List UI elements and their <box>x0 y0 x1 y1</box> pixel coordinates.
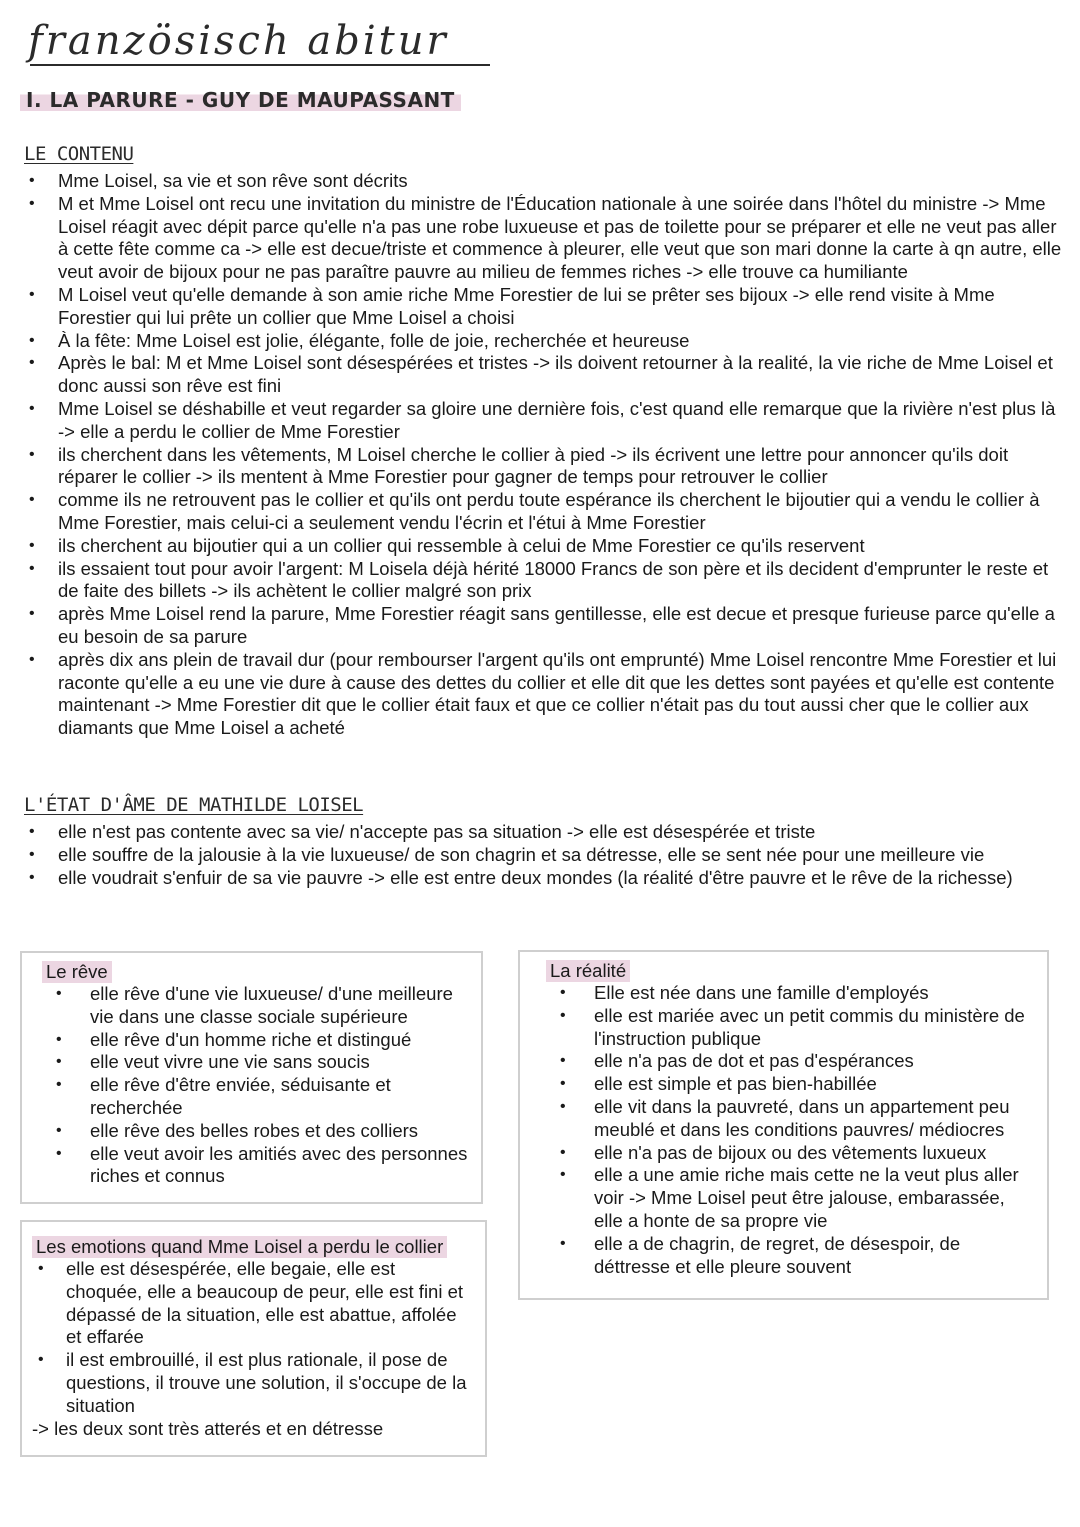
emotions-conclusion: -> les deux sont très atterés et en détresse <box>32 1417 384 1439</box>
list-item: • M et Mme Loisel ont recu une invitation du ministre de l'Éducation nationale à une soirée dans l'hôtel du ministre -> Mme Loisel réagit avec dépit parce qu'elle n'a pas une robe luxueuse et pas de toilette pour se préparer et elle ne veut pas aller à cette fête comme ca -> elle est decue/triste et commence à pleurer, elle veut que son mari donne la carte à qn autre, elle veut avoir de bijoux pour ne pas paraître pauvre au milieu de femmes riches -> elle trouve ca humiliante <box>24 193 1064 284</box>
list-item: • elle veut vivre une vie sans soucis <box>42 1051 471 1074</box>
list-item: • Après le bal: M et Mme Loisel sont désespérées et tristes -> ils doivent retourner à la realité, la vie riche de Mme Loisel et donc aussi son rêve est fini <box>24 352 1064 398</box>
list-item: • Elle est née dans une famille d'employés <box>546 982 1037 1005</box>
list-item: • il est embrouillé, il est plus rationale, il pose de questions, il trouve une solution, il s'occupe de la situation <box>32 1349 475 1417</box>
etat-dame-heading: L'ÉTAT D'ÂME DE MATHILDE LOISEL <box>24 794 364 816</box>
list-item: • elle a de chagrin, de regret, de désespoir, de déttresse et elle pleure souvent <box>546 1233 1037 1279</box>
list-item: • ils essaient tout pour avoir l'argent: M Loisela déjà hérité 18000 Francs de son père et ils decident d'emprunter le reste et de faite des billets -> ils achètent le collier malgré son prix <box>24 558 1064 604</box>
contenu-heading: LE CONTENU <box>24 143 134 165</box>
realite-box <box>518 950 1049 1300</box>
emotions-box <box>20 1220 487 1457</box>
list-item: • elle vit dans la pauvreté, dans un appartement peu meublé et dans les conditions pauvres/ médiocres <box>546 1096 1037 1142</box>
list-item: • elle est simple et pas bien-habillée <box>546 1073 1037 1096</box>
list-item: • après Mme Loisel rend la parure, Mme Forestier réagit sans gentillesse, elle est decue et presque furieuse parce qu'elle a eu besoin de sa parure <box>24 603 1064 649</box>
reve-box <box>20 951 483 1204</box>
list-item: • elle est mariée avec un petit commis du ministère de l'instruction publique <box>546 1005 1037 1051</box>
list-item: • elle rêve d'une vie luxueuse/ d'une meilleure vie dans une classe sociale supérieure <box>42 983 471 1029</box>
list-item: • M Loisel veut qu'elle demande à son amie riche Mme Forestier de lui se prêter ses bijoux -> elle rend visite à Mme Forestier qui lui prête un collier que Mme Loisel a choisi <box>24 284 1064 330</box>
list-item: • elle souffre de la jalousie à la vie luxueuse/ de son chagrin et sa détresse, elle se sent née pour une meilleure vie <box>24 844 1064 867</box>
list-item: • elle rêve d'être enviée, séduisante et recherchée <box>42 1074 471 1120</box>
list-item: • elle n'est pas contente avec sa vie/ n'accepte pas sa situation -> elle est désespérée et triste <box>24 821 1064 844</box>
page-title: französisch abitur <box>28 18 449 64</box>
list-item: • ils cherchent au bijoutier qui a un collier qui ressemble à celui de Mme Forestier ce qu'ils reservent <box>24 535 1064 558</box>
reve-list <box>42 983 471 1188</box>
contenu-list <box>24 170 1064 740</box>
list-item: • elle n'a pas de bijoux ou des vêtements luxueux <box>546 1142 1037 1165</box>
list-item: • À la fête: Mme Loisel est jolie, élégante, folle de joie, recherchée et heureuse <box>24 330 1064 353</box>
list-item: • elle rêve d'un homme riche et distingué <box>42 1029 471 1052</box>
list-item: • Mme Loisel, sa vie et son rêve sont décrits <box>24 170 1064 193</box>
emotions-list <box>32 1258 475 1418</box>
list-item: • elle veut avoir les amitiés avec des personnes riches et connus <box>42 1143 471 1189</box>
list-item: • elle a une amie riche mais cette ne la veut plus aller voir -> Mme Loisel peut être jalouse, embarassée, elle a honte de sa propre vie <box>546 1164 1037 1232</box>
list-item: • elle rêve des belles robes et des colliers <box>42 1120 471 1143</box>
emotions-title: Les emotions quand Mme Loisel a perdu le collier <box>32 1236 447 1258</box>
list-item: • après dix ans plein de travail dur (pour rembourser l'argent qu'ils ont emprunté) Mme Loisel rencontre Mme Forestier et lui raconte qu'elle a eu une vie dure à cause des dettes du collier et elle dit que les dettes sont payées et qu'elle est contente maintenant -> Mme Forestier dit que le collier était faux et que ce collier n'était pas du tout aussi cher que le collier aux diamants que Mme Loisel a acheté <box>24 649 1064 740</box>
list-item: • comme ils ne retrouvent pas le collier et qu'ils ont perdu toute espérance ils cherchent le bijoutier qui a vendu le collier à Mme Forestier, mais celui-ci a seulement vendu l'écrin et l'étui à Mme Forestier <box>24 489 1064 535</box>
realite-list <box>546 982 1037 1278</box>
list-item: • Mme Loisel se déshabille et veut regarder sa gloire une dernière fois, c'est quand elle remarque que la rivière n'est plus là -> elle a perdu le collier de Mme Forestier <box>24 398 1064 444</box>
etat-dame-list <box>24 821 1064 889</box>
list-item: • elle n'a pas de dot et pas d'espérances <box>546 1050 1037 1073</box>
realite-title: La réalité <box>546 960 630 982</box>
list-item: • ils cherchent dans les vêtements, M Loisel cherche le collier à pied -> ils écrivent une lettre pour annoncer qu'ils doit réparer le collier -> ils mentent à Mme Forestier pour gagner de temps pour retrouver le collier <box>24 444 1064 490</box>
reve-title: Le rêve <box>42 961 112 983</box>
section-heading: I. LA PARURE - GUY DE MAUPASSANT <box>20 86 461 114</box>
list-item: • elle voudrait s'enfuir de sa vie pauvre -> elle est entre deux mondes (la réalité d'être pauvre et le rêve de la richesse) <box>24 867 1064 890</box>
title-underline <box>30 64 490 66</box>
list-item: • elle est désespérée, elle begaie, elle est choquée, elle a beaucoup de peur, elle est fini et dépassé de la situation, elle est abattue, affolée et effarée <box>32 1258 475 1349</box>
